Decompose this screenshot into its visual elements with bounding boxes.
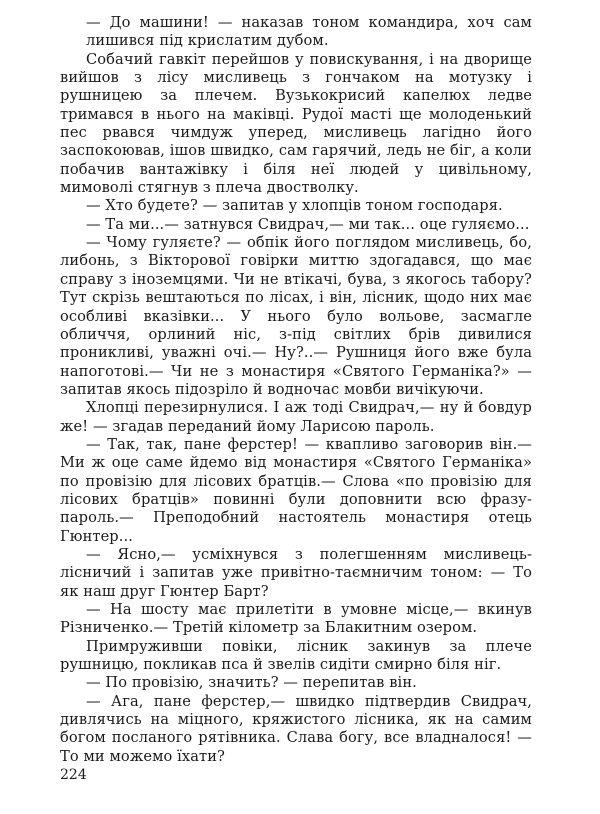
paragraph: — Чому гуляєте? — обпік його поглядом мисливець, бо, либонь, з Вікторової говірки миттю здогадався, що має справу з іноземцями. Чи не втікачі, бува, з якогось табору? Тут скрізь вештаються по лісах, і він, лісник, щодо них має особливі вказівки... У нього було вольове, засмагле обличчя, орлиний ніс, з-під світлих брів дивилися проникливі, уважні очі.— Ну?..— Рушниця його вже була напоготові.— Чи не з монастиря «Святого Германіка?» — запитав якось підозріло й водночас мовби вичікуючи. xyxy=(60,234,532,398)
paragraph: Собачий гавкіт перейшов у повискування, і на дворище вийшов з лісу мисливець з гончаком на мотузку і рушницею за плечем. Вузькокрисий капелюх ледве тримався в нього на маківці. Рудої масті ще молоденький пес рвався чимдуж уперед, мисливець лагідно його заспокоював, ішов швидко, сам гарячий, ледь не біг, а коли побачив вантажівку і біля неї людей у цивільному, мимоволі стягнув з плеча двостволку. xyxy=(60,50,532,197)
paragraph: — Хто будете? — запитав у хлопців тоном господаря. xyxy=(86,197,503,215)
paragraph: — Ага, пане ферстер,— швидко підтвердив Свидрач, дивлячись на міцного, кряжистого лісника, як на самим богом посланого рятівника. Слава богу, все владналося! — То ми можемо їхати? xyxy=(60,692,532,765)
paragraph: Примруживши повіки, лісник закинув за плече рушницю, покликав пса й звелів сидіти смирно біля ніг. xyxy=(60,637,532,674)
paragraph: — Так, так, пане ферстер! — квапливо заговорив він.— Ми ж оце саме йдемо від монастиря «Святого Германіка» по провізію для лісових братців.— Слова «по провізію для лісових братців» повинні були доповнити всю фразу-пароль.— Преподобний настоятель монастиря отець Гюнтер... xyxy=(60,435,532,545)
paragraph: — Та ми...— затнувся Свидрач,— ми так... оце гуляємо... xyxy=(86,215,530,233)
paragraph: — По провізію, значить? — перепитав він. xyxy=(86,674,417,692)
paragraph: — На шосту має прилетіти в умовне місце,— вкинув Різниченко.— Третій кілометр за Блакитним озером. xyxy=(60,601,532,637)
page-number: 224 xyxy=(60,767,87,783)
page-text xyxy=(60,14,532,766)
paragraph: Хлопці перезирнулися. І аж тоді Свидрач,— ну й бовдур же! — згадав переданий йому Ларисою пароль. xyxy=(60,399,532,435)
paragraph: — До машини! — наказав тоном командира, хоч сам лишився під крислатим дубом. xyxy=(86,14,532,50)
paragraph: — Ясно,— усміхнувся з полегшенням мисливець-лісничий і запитав уже привітно-таємничим тоном: — То як наш друг Гюнтер Барт? xyxy=(60,545,532,600)
